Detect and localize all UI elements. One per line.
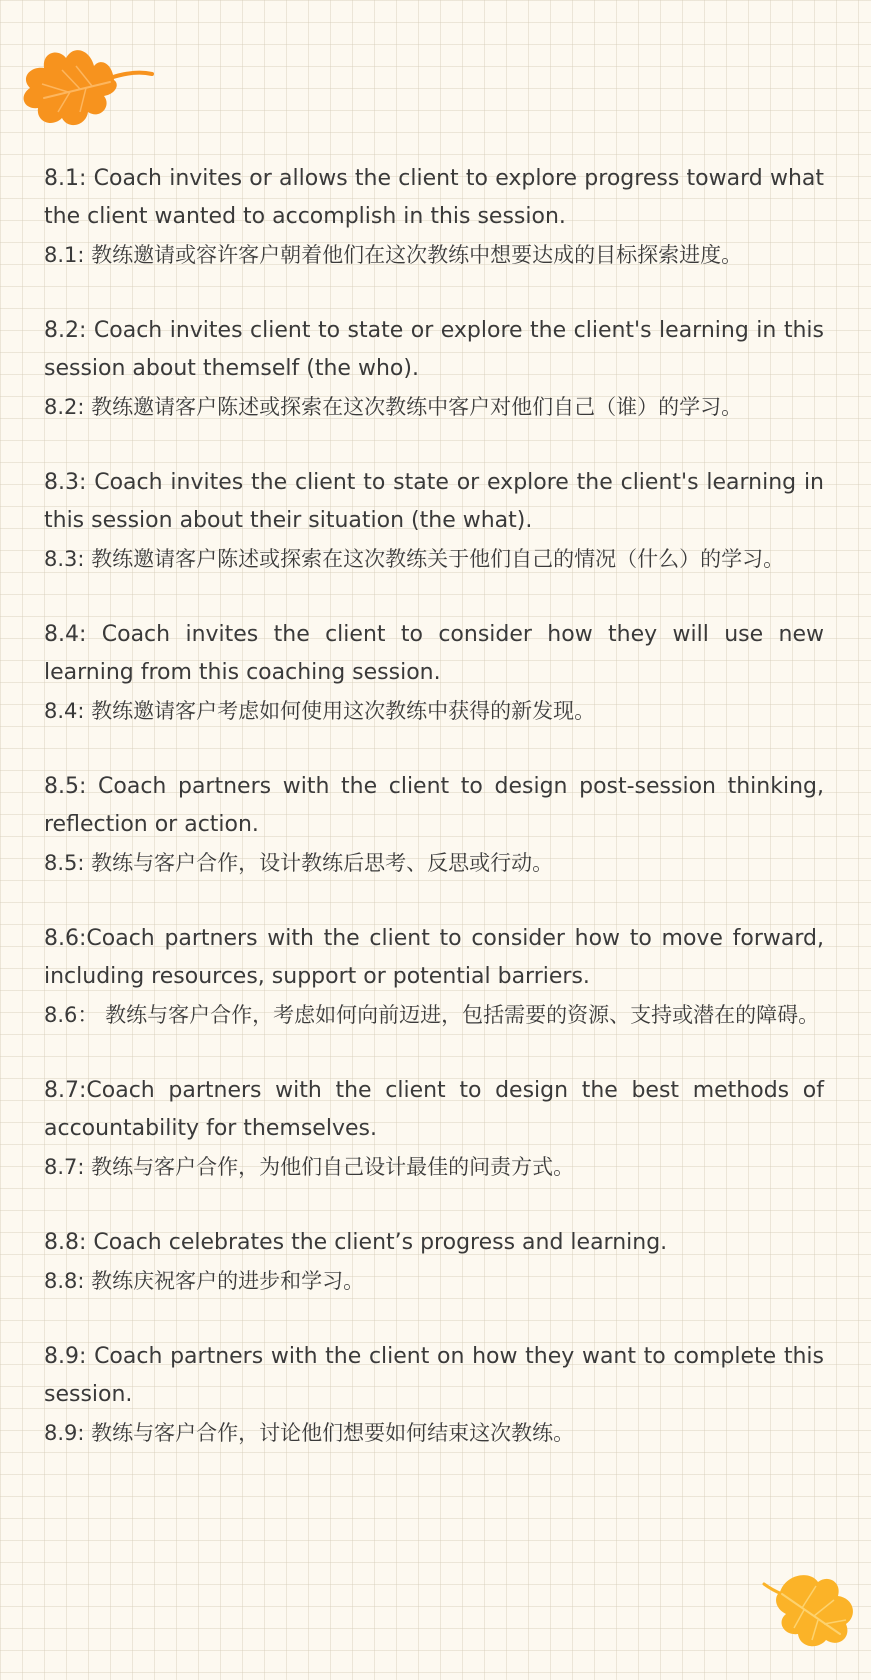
item-english-text: 8.6:Coach partners with the client to consider how to move forward, including resources, support or potential barriers. <box>44 926 824 989</box>
list-item-8-3 <box>44 464 824 578</box>
list-item-8-7 <box>44 1072 824 1186</box>
list-item-8-2 <box>44 312 824 426</box>
yellow-leaf-icon <box>760 1568 860 1650</box>
list-item-8-9 <box>44 1338 824 1452</box>
list-item-8-8 <box>44 1224 824 1300</box>
item-english-text: 8.1: Coach invites or allows the client to explore progress toward what the client wanted to accomplish in this session. <box>44 166 824 229</box>
item-english-text: 8.3: Coach invites the client to state or explore the client's learning in this session about their situation (the what). <box>44 470 824 533</box>
item-english-text: 8.2: Coach invites client to state or explore the client's learning in this session about themself (the who). <box>44 318 824 381</box>
item-chinese-text: 8.6： 教练与客户合作，考虑如何向前迈进，包括需要的资源、支持或潜在的障碍。 <box>44 1003 820 1027</box>
item-chinese-text: 8.1: 教练邀请或容许客户朝着他们在这次教练中想要达成的目标探索进度。 <box>44 243 743 267</box>
item-chinese-text: 8.7: 教练与客户合作，为他们自己设计最佳的问责方式。 <box>44 1155 575 1179</box>
orange-oak-leaf-icon <box>14 40 164 132</box>
item-chinese-text: 8.9: 教练与客户合作，讨论他们想要如何结束这次教练。 <box>44 1421 575 1445</box>
list-item-8-1 <box>44 160 824 274</box>
item-chinese-text: 8.3: 教练邀请客户陈述或探索在这次教练关于他们自己的情况（什么）的学习。 <box>44 547 785 571</box>
coaching-competency-list <box>44 160 824 1490</box>
item-chinese-text: 8.4: 教练邀请客户考虑如何使用这次教练中获得的新发现。 <box>44 699 596 723</box>
item-chinese-text: 8.2: 教练邀请客户陈述或探索在这次教练中客户对他们自己（谁）的学习。 <box>44 395 743 419</box>
list-item-8-5 <box>44 768 824 882</box>
item-english-text: 8.9: Coach partners with the client on how they want to complete this session. <box>44 1344 824 1407</box>
list-item-8-4 <box>44 616 824 730</box>
item-chinese-text: 8.8: 教练庆祝客户的进步和学习。 <box>44 1269 365 1293</box>
item-english-text: 8.4: Coach invites the client to consider how they will use new learning from this coaching session. <box>44 622 824 685</box>
item-english-text: 8.5: Coach partners with the client to design post-session thinking, reflection or action. <box>44 774 824 837</box>
list-item-8-6 <box>44 920 824 1034</box>
item-chinese-text: 8.5: 教练与客户合作，设计教练后思考、反思或行动。 <box>44 851 554 875</box>
item-english-text: 8.8: Coach celebrates the client’s progress and learning. <box>44 1230 668 1255</box>
item-english-text: 8.7:Coach partners with the client to design the best methods of accountability for themselves. <box>44 1078 824 1141</box>
